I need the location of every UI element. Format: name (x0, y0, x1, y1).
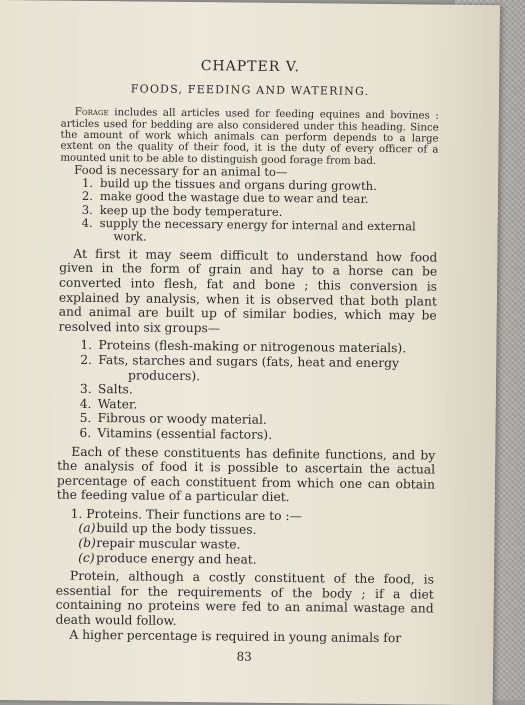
list-text: Proteins (flesh-making or nitrogenous materials). (98, 338, 407, 356)
food-needs-list (59, 177, 438, 246)
list-number: 4. (79, 396, 92, 411)
proteins-heading: 1. Proteins. Their functions are to :— (70, 506, 302, 524)
intro-paragraph (60, 107, 439, 168)
intro-text: includes all articles used for feeding equines and bovines : articles used for bedding are also considered under this heading. Since the amount of work which animals can perform depends to a large extent on the quality of their food, it is the duty of every officer of a mounted unit to be able to distinguish good forage from bad. (60, 107, 439, 167)
food-groups-list (57, 338, 436, 444)
list-number: 2. (81, 189, 94, 204)
list-text: Salts. (97, 382, 133, 397)
list-text: supply the necessary energy for internal and external (99, 215, 416, 233)
protein-paragraph: Protein, although a costly constituent of the food, is essential for the requirements of the body ; if a diet containing no proteins were fed to an animal wastage and death would follow. (55, 569, 435, 628)
protein-functions-list (56, 521, 434, 569)
last-paragraph: A higher percentage is required in young animals for (69, 627, 402, 645)
list-text: build up the body tissues. (96, 521, 257, 538)
list-text: Water. (97, 396, 138, 412)
list-text: build up the tissues and organs during growth. (100, 176, 377, 194)
list-continuation: work. (113, 228, 147, 244)
list-number: 3. (79, 381, 92, 397)
list-text: make good the wastage due to wear and tear. (99, 189, 369, 207)
food-needed-intro: Food is necessary for an animal to— (74, 163, 288, 180)
list-text: Vitamins (essential factors). (97, 425, 273, 442)
list-number: 6. (79, 425, 92, 440)
section-title: FOODS, FEEDING AND WATERING. (130, 82, 370, 98)
page-number: 83 (236, 649, 252, 664)
list-text: repair muscular waste. (96, 536, 241, 552)
list-text: keep up the body temperature. (99, 202, 283, 219)
list-continuation: producers). (128, 367, 201, 383)
constituents-paragraph: Each of these constituents has definite functions, and by the analysis of food it is possible to ascertain the actual percentage of each constituent from which one can obtain the feeding value of a particular diet. (56, 444, 436, 505)
chapter-title: CHAPTER V. (200, 58, 300, 76)
list-text: Fats, starches and sugars (fats, heat and energy (98, 352, 400, 371)
intro-lead-word: Forage (74, 106, 109, 119)
list-letter: (b) (78, 535, 96, 551)
list-letter: (a) (78, 521, 96, 536)
list-number: 3. (81, 202, 93, 217)
list-number: 1. (80, 338, 93, 353)
conversion-paragraph: At first it may seem difficult to understand how food given in the form of grain and hay to a horse can be converted into flesh, fat and bone ; this conversion is explained by analysis, when it is observed that both plant and animal are built up of similar bodies, which may be resolved into six groups— (58, 246, 438, 336)
list-item (59, 216, 437, 246)
list-text: Fibrous or woody material. (97, 411, 267, 428)
list-number: 2. (80, 352, 93, 367)
list-text: produce energy and heat. (96, 550, 257, 567)
list-number: 4. (81, 215, 93, 230)
list-number: 5. (79, 411, 92, 426)
list-letter: (c) (78, 550, 95, 565)
list-item (58, 353, 436, 386)
list-number: 1. (82, 176, 94, 191)
page-content (55, 58, 439, 664)
